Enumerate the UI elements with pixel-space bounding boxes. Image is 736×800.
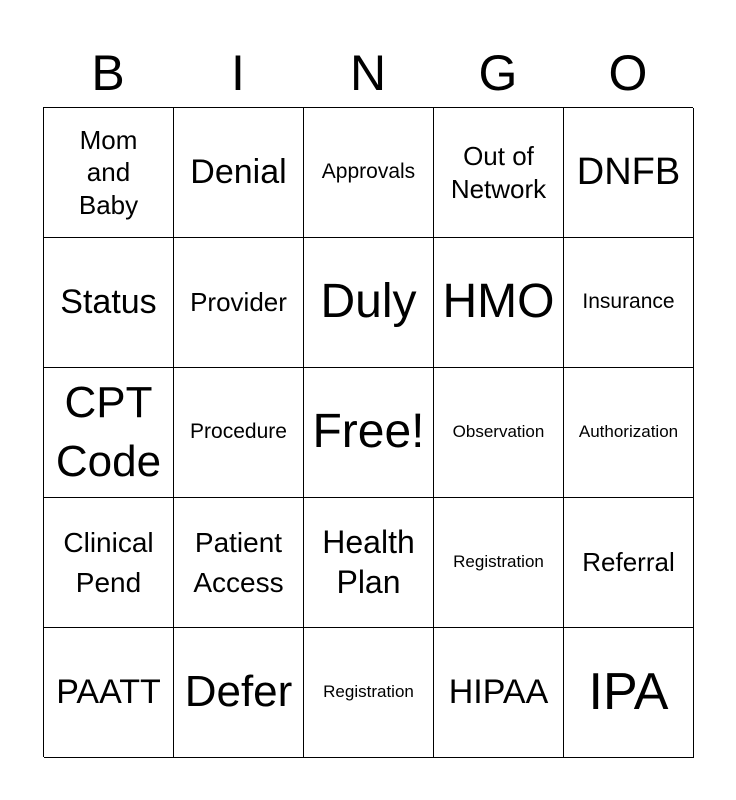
cell-text: HMO (442, 275, 555, 329)
bingo-cell (44, 498, 174, 628)
bingo-cell (174, 108, 304, 238)
cell-text: IPA (588, 662, 669, 721)
bingo-cell (304, 628, 434, 758)
cell-text: Provider (190, 287, 287, 318)
cell-text: Denial (190, 152, 287, 191)
header-letter-g: G (478, 45, 518, 101)
bingo-cell (44, 628, 174, 758)
bingo-cell (174, 238, 304, 368)
cell-text: Duly (320, 275, 417, 329)
bingo-cell (434, 368, 564, 498)
bingo-cell (174, 628, 304, 758)
cell-text: Clinical Pend (63, 527, 154, 598)
bingo-cell (44, 108, 174, 238)
cell-text: Health Plan (322, 524, 415, 600)
bingo-cell (564, 628, 694, 758)
cell-text: Procedure (190, 420, 287, 444)
cell-text: Out of Network (450, 141, 547, 204)
cell-text: Status (60, 282, 157, 321)
cell-text: DNFB (576, 150, 681, 193)
cell-text: Defer (184, 667, 293, 717)
cell-text: PAATT (56, 672, 161, 711)
bingo-cell (564, 498, 694, 628)
cell-text: Observation (452, 422, 545, 442)
bingo-cell (174, 368, 304, 498)
bingo-cell (174, 498, 304, 628)
bingo-header (43, 40, 693, 106)
cell-text: Free! (312, 405, 425, 459)
bingo-cell (304, 498, 434, 628)
cell-text: Registration (453, 552, 544, 572)
header-letter-o: O (608, 45, 648, 101)
bingo-board (43, 107, 693, 757)
cell-text: Registration (323, 682, 414, 702)
cell-text: CPT Code (55, 378, 162, 486)
cell-text: Insurance (582, 290, 675, 314)
bingo-cell (564, 368, 694, 498)
bingo-cell (434, 238, 564, 368)
bingo-cell (44, 238, 174, 368)
header-letter-b: B (91, 45, 125, 101)
bingo-cell (564, 108, 694, 238)
cell-text: Referral (582, 547, 675, 578)
bingo-cell (434, 498, 564, 628)
cell-text: Patient Access (193, 527, 284, 598)
cell-text: Authorization (578, 422, 679, 442)
bingo-cell (44, 368, 174, 498)
bingo-cell (304, 368, 434, 498)
bingo-cell (304, 238, 434, 368)
header-letter-n: N (349, 45, 387, 101)
bingo-cell (434, 108, 564, 238)
bingo-cell (434, 628, 564, 758)
bingo-cell (564, 238, 694, 368)
cell-text: Mom and Baby (78, 124, 139, 220)
cell-text: Approvals (321, 160, 416, 184)
bingo-cell (304, 108, 434, 238)
header-letter-i: I (231, 45, 245, 101)
cell-text: HIPAA (448, 672, 549, 711)
